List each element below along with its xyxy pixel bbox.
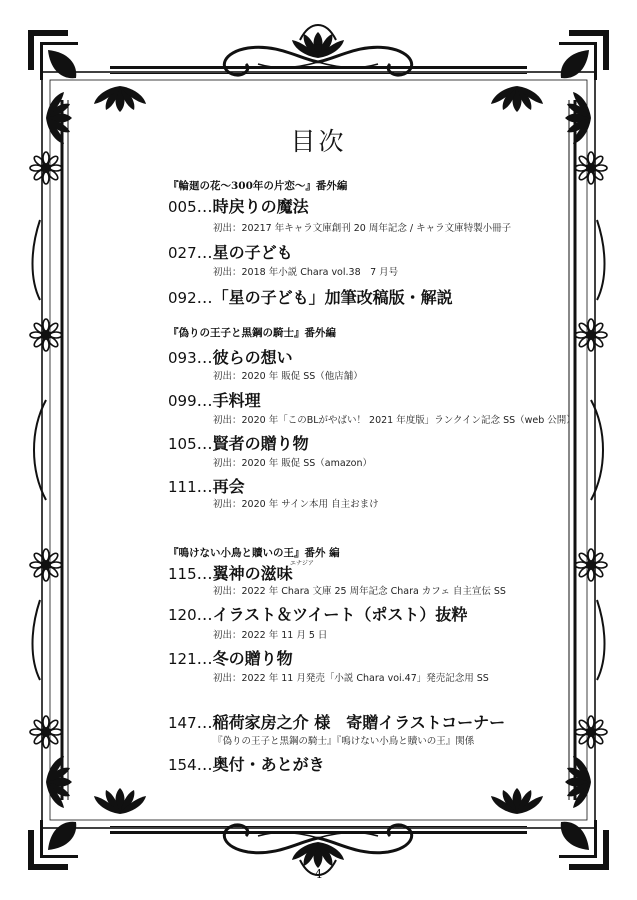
entry-note: 初出：2020 年「このBLがやばい！ 2021 年度版」ランクイン記念 SS（web 公開） (213, 415, 576, 426)
entry-separator: … (196, 755, 213, 774)
toc-entry[interactable] (168, 194, 309, 217)
entry-page-number: 093 (168, 349, 197, 367)
entry-title: イラスト＆ツイート（ポスト）抜粋 (212, 605, 468, 624)
entry-title: 翼神の滋味 (212, 564, 293, 583)
entry-separator: … (196, 649, 213, 668)
entry-page-number: 092 (168, 289, 197, 307)
entry-note: 初出：2018 年小説 Chara vol.38 7 月号 (213, 267, 399, 278)
section-heading: 『鳴けない小鳥と贖いの王』番外 編 (168, 547, 340, 559)
entry-separator: … (196, 434, 213, 453)
entry-page-number: 105 (168, 435, 197, 453)
toc-entry[interactable] (168, 710, 505, 733)
entry-page-number: 005 (168, 198, 197, 216)
toc-entry[interactable] (168, 345, 293, 368)
entry-separator: … (196, 288, 213, 307)
entry-separator: … (196, 348, 213, 367)
entry-separator: … (196, 197, 213, 216)
entry-title: 時戻りの魔法 (212, 197, 309, 216)
toc-entry[interactable] (168, 752, 325, 775)
entry-note: 初出：2022 年 11 月発売「小説 Chara voi.47」発売記念用 SS (213, 673, 489, 684)
toc-entry[interactable] (168, 388, 261, 411)
entry-title: 手料理 (212, 391, 261, 410)
entry-title: 奥付・あとがき (212, 755, 325, 774)
section-heading: 『偽りの王子と黒鋼の騎士』番外編 (168, 327, 336, 339)
entry-title: 彼らの想い (212, 348, 293, 367)
page-number: 4 (314, 867, 323, 881)
entry-page-number: 147 (168, 714, 197, 732)
toc-entry[interactable] (168, 602, 467, 625)
page-title: 目次 (290, 127, 347, 156)
entry-title: 賢者の贈り物 (212, 434, 309, 453)
toc-entry[interactable] (168, 240, 293, 263)
toc-entry[interactable] (168, 431, 309, 454)
entry-note: 初出：2020 年 販促 SS（他店舗） (213, 371, 363, 382)
entry-title: 稲荷家房之介 様 寄贈イラストコーナー (212, 713, 506, 732)
entry-title: 星の子ども (212, 243, 293, 262)
entry-note: 初出：20217 年キャラ文庫創刊 20 周年記念 / キャラ文庫特製小冊子 (213, 223, 512, 234)
entry-page-number: 120 (168, 606, 197, 624)
entry-note: 初出：2022 年 11 月 5 日 (213, 630, 328, 641)
entry-title: 再会 (212, 477, 245, 496)
entry-separator: … (196, 605, 213, 624)
entry-page-number: 115 (168, 565, 197, 583)
entry-separator: … (196, 713, 213, 732)
entry-page-number: 121 (168, 650, 197, 668)
ruby-annotation: エナジア (290, 560, 314, 567)
entry-separator: … (196, 564, 213, 583)
entry-separator: … (196, 477, 213, 496)
toc-entry[interactable] (168, 285, 453, 308)
entry-separator: … (196, 391, 213, 410)
entry-separator: … (196, 243, 213, 262)
entry-note: 初出：2020 年 サイン本用 自主おまけ (213, 499, 379, 510)
entry-note: 初出：2022 年 Chara 文庫 25 周年記念 Chara カフェ 自主宣伝 SS (213, 586, 506, 597)
entry-page-number: 027 (168, 244, 197, 262)
entry-title: 「星の子ども」加筆改稿版・解説 (212, 288, 453, 307)
entry-note: 初出：2020 年 販促 SS（amazon） (213, 458, 373, 469)
entry-page-number: 099 (168, 392, 197, 410)
entry-title: 冬の贈り物 (212, 649, 293, 668)
entry-note: 『偽りの王子と黒鋼の騎士』『鳴けない小鳥と贖いの王』関係 (213, 736, 475, 747)
entry-page-number: 111 (168, 478, 197, 496)
entry-page-number: 154 (168, 756, 197, 774)
toc-entry[interactable] (168, 646, 293, 669)
toc-entry[interactable] (168, 474, 245, 497)
section-heading: 『輪廻の花〜300年の片恋〜』番外編 (168, 180, 348, 192)
toc-entry[interactable] (168, 561, 293, 584)
